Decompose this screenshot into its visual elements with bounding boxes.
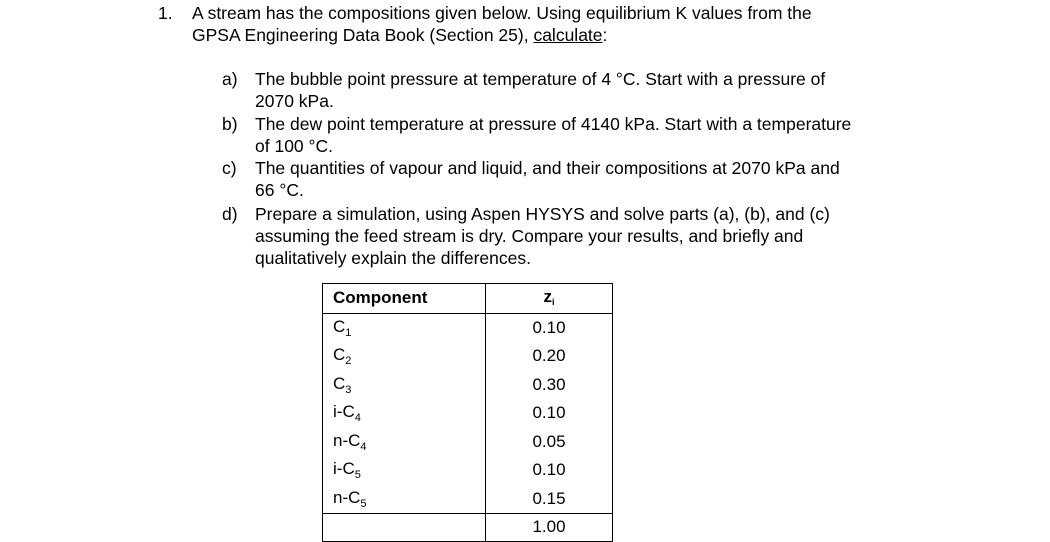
component-cell xyxy=(323,399,486,428)
z-cell: 0.10 xyxy=(486,399,613,428)
question-line-2-prefix: GPSA Engineering Data Book (Section 25), xyxy=(192,25,534,45)
total-z-cell: 1.00 xyxy=(486,514,613,542)
component-cell xyxy=(323,371,486,400)
part-d-label: d) xyxy=(222,204,238,224)
part-c-line-2: 66 °C. xyxy=(255,180,304,200)
part-a-line-2: 2070 kPa. xyxy=(255,91,334,111)
question-number: 1. xyxy=(158,3,173,23)
part-b-text xyxy=(255,113,955,157)
component-subscript: 4 xyxy=(354,412,361,424)
z-cell: 0.20 xyxy=(486,342,613,371)
z-cell: 0.10 xyxy=(486,313,613,342)
component-prefix: C xyxy=(333,345,346,364)
table-row xyxy=(323,313,613,342)
component-subscript: 5 xyxy=(360,497,367,510)
part-d-text xyxy=(255,203,955,269)
z-cell: 0.30 xyxy=(486,371,613,400)
component-subscript: 5 xyxy=(354,469,361,481)
component-cell xyxy=(323,313,486,342)
component-cell xyxy=(323,456,486,485)
table-header-row xyxy=(323,284,613,314)
part-b-line-1: The dew point temperature at pressure of 4140 kPa. Start with a temperature xyxy=(255,114,852,134)
total-label-cell xyxy=(323,514,486,542)
header-z-letter: z xyxy=(543,287,552,306)
header-z xyxy=(486,284,613,314)
component-cell xyxy=(323,428,486,457)
question-text xyxy=(192,2,952,46)
component-subscript: 3 xyxy=(345,383,352,396)
component-subscript: 1 xyxy=(345,326,352,339)
component-prefix: n-C xyxy=(333,430,361,450)
header-component: Component xyxy=(323,284,486,314)
component-subscript: 2 xyxy=(345,355,352,367)
part-d-line-1: Prepare a simulation, using Aspen HYSYS and solve parts (a), (b), and (c) xyxy=(255,204,830,224)
component-prefix: C xyxy=(333,316,346,336)
component-prefix: n-C xyxy=(333,487,361,507)
question-line-2-suffix: : xyxy=(602,25,608,45)
part-b-label: b) xyxy=(222,114,238,134)
table-row xyxy=(323,456,613,485)
part-a-line-1: The bubble point pressure at temperature of 4 °C. Start with a pressure of xyxy=(255,69,826,89)
part-a-label: a) xyxy=(222,69,238,89)
header-z-subscript: i xyxy=(551,297,555,307)
table-total-row xyxy=(323,514,613,542)
table-row xyxy=(323,428,613,457)
part-b-line-2: of 100 °C. xyxy=(255,136,334,156)
component-subscript: 4 xyxy=(360,440,367,453)
composition-table xyxy=(322,283,613,542)
component-prefix: i-C xyxy=(333,459,355,478)
part-c-label: c) xyxy=(222,158,237,178)
z-cell: 0.10 xyxy=(486,456,613,485)
component-prefix: C xyxy=(333,373,346,393)
table-row xyxy=(323,342,613,371)
part-d-line-2: assuming the feed stream is dry. Compare your results, and briefly and xyxy=(255,226,804,246)
question-line-1: A stream has the compositions given below. Using equilibrium K values from the xyxy=(192,3,812,23)
table-row xyxy=(323,371,613,400)
table-row xyxy=(323,485,613,514)
component-cell xyxy=(323,342,486,371)
part-c-line-1: The quantities of vapour and liquid, and their compositions at 2070 kPa and xyxy=(255,158,840,178)
calculate-underlined: calculate xyxy=(533,25,603,45)
part-c-text xyxy=(255,157,955,201)
z-cell: 0.15 xyxy=(486,485,613,514)
part-a-text xyxy=(255,68,955,112)
part-d-line-3: qualitatively explain the differences. xyxy=(255,248,531,268)
table-row xyxy=(323,399,613,428)
question-line-2 xyxy=(192,24,952,46)
component-prefix: i-C xyxy=(333,402,355,421)
z-cell: 0.05 xyxy=(486,428,613,457)
component-cell xyxy=(323,485,486,514)
